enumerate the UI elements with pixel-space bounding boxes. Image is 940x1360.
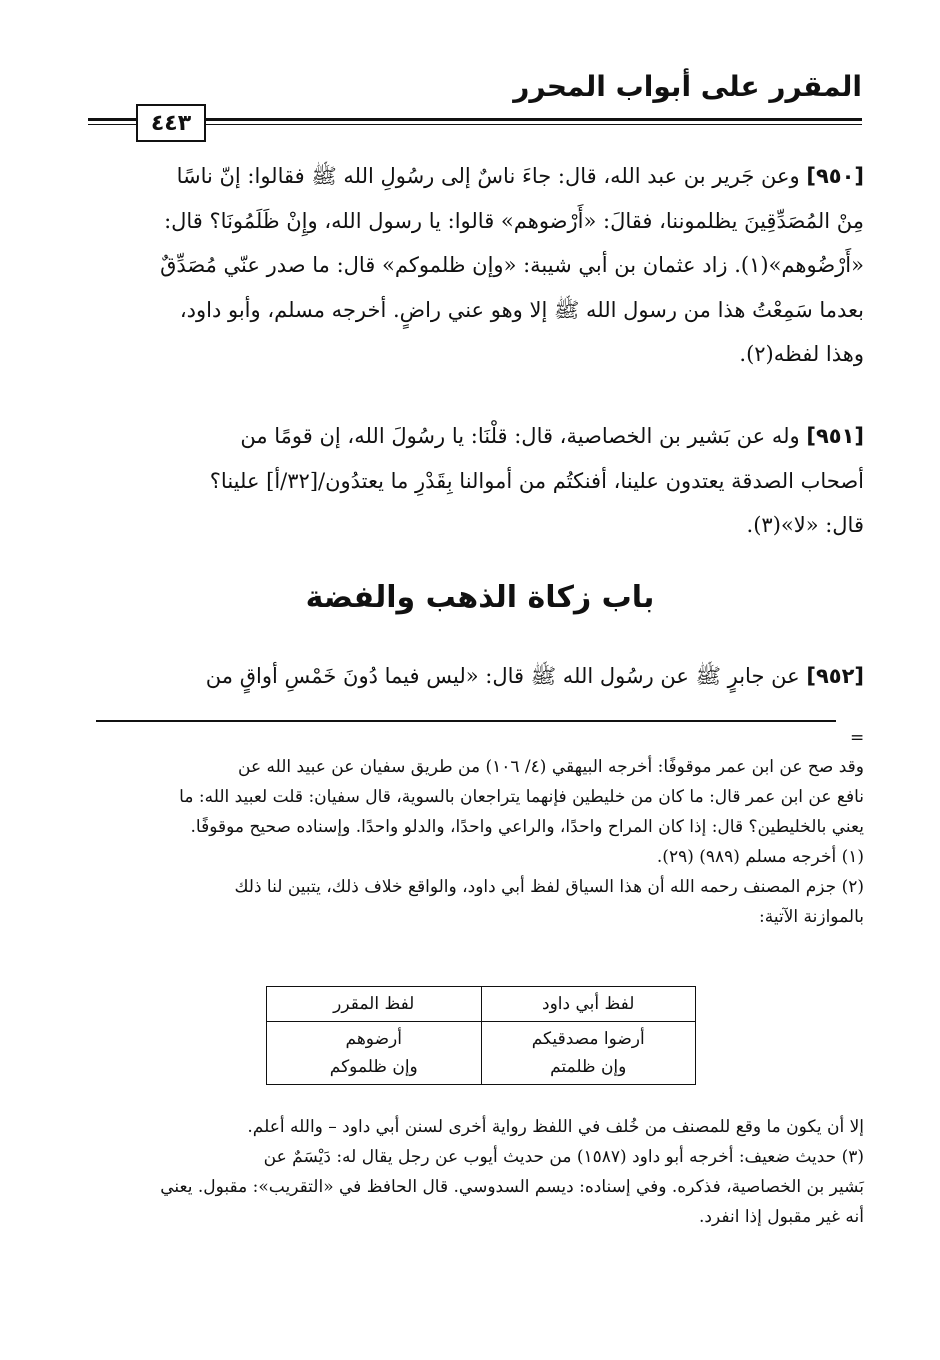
hadith-950 bbox=[96, 154, 864, 377]
footnote-continuation-mark: = bbox=[850, 728, 865, 748]
footnote-divider bbox=[96, 720, 836, 722]
footnote-line: بالموازنة الآتية: bbox=[758, 907, 864, 927]
hadith-951-line3: قال: «لا»(٣). bbox=[746, 513, 864, 537]
footnote-line: إلا أن يكون ما وقع للمصنف من خُلف في اللفظ رواية أخرى لسنن أبي داود – والله أعلم. bbox=[247, 1117, 864, 1137]
footnote-line: يعني بالخليطين؟ قال: إذا كان المراح واحدًا، والراعي واحدًا، والدلو واحدًا. وإسناده صحيح موقوفًا. bbox=[190, 817, 864, 837]
comparison-table bbox=[266, 986, 696, 1085]
hadith-950-line2: مِنْ المُصَدِّقِينَ يظلموننا، فقالَ: «أَرْضوهم» قالوا: يا رسول الله، وإِنْ ظَلَمُونَا؟ قال: bbox=[164, 208, 864, 233]
table-row bbox=[267, 1022, 696, 1085]
hadith-number: [٩٥٠] bbox=[806, 164, 864, 188]
table-header-abu-dawud: لفظ أبي داود bbox=[481, 987, 696, 1022]
hadith-951-line1: [٩٥١] وله عن بَشير بن الخصاصية، قال: قلْنَا: يا رسُولَ الله، إن قومًا من bbox=[240, 424, 864, 448]
hadith-952-line1: [٩٥٢] عن جابرٍ ﷺ عن رسُول الله ﷺ قال: «ليس فيما دُونَ خَمْسِ أواقٍ من bbox=[205, 664, 864, 688]
hadith-950-line5: وهذا لفظه(٢). bbox=[739, 342, 864, 366]
footnote-continuation bbox=[96, 752, 864, 932]
footnote-1: (١) أخرجه مسلم (٩٨٩) (٢٩). bbox=[656, 847, 864, 867]
hadith-951-line2: أصحاب الصدقة يعتدون علينا، أفنكتُم من أموالنا بِقَدْرِ ما يعتدُون/[٣٢/أ] علينا؟ bbox=[209, 468, 864, 493]
hadith-950-line4: بعدما سَمِعْتُ هذا من رسول الله ﷺ إلا وهو عني راضٍ. أخرجه مسلم، وأبو داود، bbox=[179, 297, 864, 322]
footnote-line: نافع عن ابن عمر قال: ما كان من خليطين فإنهما يتراجعان بالسوية، قال سفيان: قلت لعبيد الله: ما bbox=[179, 787, 864, 807]
table-row bbox=[267, 987, 696, 1022]
hadith-number: [٩٥١] bbox=[806, 424, 864, 448]
hadith-950-line3: «أَرْضُوهم»(١). زاد عثمان بن أبي شيبة: «وإن ظلموكم» قال: ما صدر عنّي مُصَدِّقٌ bbox=[160, 253, 864, 277]
page-number: ٤٤٣ bbox=[136, 104, 206, 142]
footnote-line: أنه غير مقبول إذا انفرد. bbox=[699, 1207, 864, 1227]
footnote-tail bbox=[96, 1112, 864, 1232]
footnote-3: (٣) حديث ضعيف: أخرجه أبو داود (١٥٨٧) من حديث أيوب عن رجل يقال له: دَيْسَمٌ عن bbox=[263, 1147, 864, 1167]
hadith-number: [٩٥٢] bbox=[806, 664, 864, 688]
footnote-line: وقد صح عن ابن عمر موقوفًا: أخرجه البيهقي (٤/ ١٠٦) من طريق سفيان عن عبيد الله عن bbox=[238, 757, 864, 777]
table-cell: أرضوا مصدقيكم وإن ظلمتم bbox=[481, 1022, 696, 1085]
running-title: المقرر على أبواب المحرر bbox=[513, 70, 862, 103]
table-cell: أرضوهم وإن ظلموكم bbox=[267, 1022, 482, 1085]
footnote-line: بَشير بن الخصاصية، فذكره. وفي إسناده: ديسم السدوسي. قال الحافظ في «التقريب»: مقبول. يعني bbox=[160, 1177, 864, 1197]
hadith-952 bbox=[96, 654, 864, 699]
section-heading: باب زكاة الذهب والفضة bbox=[305, 580, 655, 615]
footnote-2: (٢) جزم المصنف رحمه الله أن هذا السياق لفظ أبي داود، والواقع خلاف ذلك، يتبين لنا ذلك bbox=[234, 877, 864, 897]
table-header-muqarrar: لفظ المقرر bbox=[267, 987, 482, 1022]
hadith-950-line1: [٩٥٠] وعن جَرير بن عبد الله، قال: جاءَ ناسٌ إلى رسُولِ الله ﷺ فقالوا: إنّ ناسًا bbox=[176, 164, 864, 188]
hadith-951 bbox=[96, 414, 864, 548]
